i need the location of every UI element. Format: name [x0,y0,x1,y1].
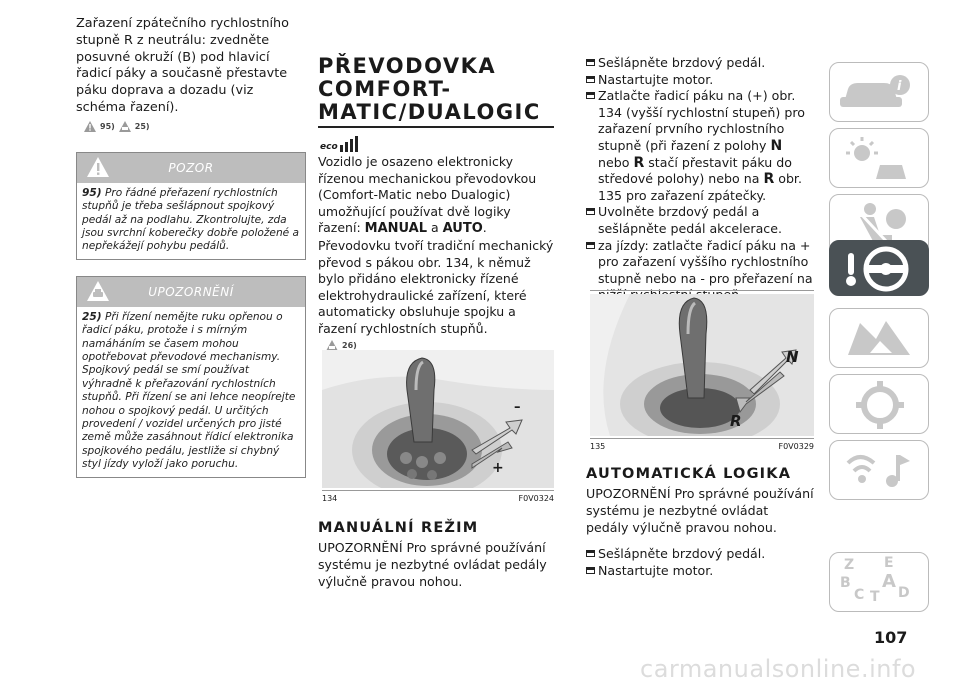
index-letter: Z [844,557,855,573]
list-item [586,204,814,237]
nav-tab-warning-lights[interactable] [829,128,929,188]
car-info-icon [830,63,930,123]
pozor-text: Pro řádné přeřazení rychlostních stupňů je třeba sešlápnout spojkový pedál až na podlahu. Zkontrolujte, zda jsou svrchní koberečky dobře položené a nepřekážejí pohybu pedálů. [82,186,300,253]
middle-column [318,55,554,351]
gearbox-paragraph: Převodovku tvoří tradiční mechanický převod s pákou obr. 134, k němuž bylo přidáno elektronicky řízené elektrohydraulické zařízení, které automaticky obsluhuje spojku a řazení rychlostních stupňů. [318,237,554,336]
ref-95[interactable]: 95) [100,121,115,131]
gear-lever-illustration [590,294,814,436]
figure-minus-label: – [514,400,521,415]
intro-and: a [427,220,443,236]
auto-label: AUTO [442,221,483,237]
list-item-text: Nastartujte motor. [598,562,714,578]
bullet-icon [586,567,595,574]
nav-tab-emergency[interactable] [829,308,929,368]
upozorneni-header [77,277,305,307]
nav-tab-starting-driving[interactable] [829,240,929,296]
index-letters-icon [830,553,928,611]
manual-label: MANUAL [364,221,428,237]
figure-134-rule [322,490,554,491]
warning-triangle-icon [84,121,96,132]
index-letter: D [898,585,910,601]
figure-code: F0V0329 [778,442,814,451]
nav-tab-multimedia[interactable] [829,440,929,500]
manual-section [318,520,554,590]
nav-tab-car-info[interactable] [829,62,929,122]
figure-135 [590,294,814,436]
reference-row [84,121,304,132]
bullet-icon [586,76,595,83]
list-item-text: Sešlápněte brzdový pedál. [598,546,766,561]
intro-text: Vozidlo je osazeno elektronicky řízenou mechanickou převodovkou (Comfort-Matic nebo Dualogic) umožňující používat dvě logiky řazení: [318,154,537,236]
bullet-icon [586,242,595,249]
figure-r-label: R [730,412,742,430]
eco-icon [320,134,554,152]
upozorneni-box [76,276,306,478]
reverse-gear-paragraph: Zařazení zpátečního rychlostního stupně R z neutrálu: zvedněte posuvné okruží (B) pod hlavicí řadicí páky a současně přestavte páku doprava a dozadu (viz schéma řazení). [76,16,289,115]
title-line-3: MATIC/DUALOGIC [318,100,541,124]
intro-paragraph [318,154,554,238]
manual-heading: MANUÁLNÍ REŽIM [318,520,479,536]
pozor-box [76,152,306,260]
steering-wheel-icon [830,241,930,297]
ref-25[interactable]: 25) [134,121,150,131]
automatic-paragraph: UPOZORNĚNÍ Pro správné používání systému je nezbytné ovládat pedály výlučně pravou nohou. [586,486,814,535]
upozorneni-text: Při řízení nemějte ruku opřenou o řadicí páku, protože i s mírným namáháním se časem mohou opotřebovat převodové mechanismy. Spojkový pedál se smí používat výhradně k přeřazování rychlostních stupňů. Při řízení se ani lehce neopírejte nohou o spojkový pedál. U určitých provedení / vozidel určených pro jisté země může zasáhnout řídicí elektronika spojkového pedálu, jestliže si chybný styl jízdy vyloží jako poruchu. [82,310,296,471]
title-line-2: COMFORT- [318,77,452,101]
page-number: 107 [874,628,908,647]
nav-tab-index[interactable] [829,552,929,612]
reverse-label: R [633,154,645,171]
list-item [586,563,814,580]
upozorneni-body [77,307,305,477]
reference-row [326,340,554,351]
right-column [586,55,814,304]
title-rule [318,126,554,128]
emergency-icon [830,309,930,369]
pozor-number: 95) [82,186,102,199]
figure-134 [322,350,554,488]
figure-135-caption [590,442,814,451]
multimedia-icon [830,441,930,501]
bullet-icon [586,92,595,99]
maintenance-icon [830,375,930,435]
pozor-header [77,153,305,183]
car-attention-icon [326,340,338,351]
nav-tab-maintenance[interactable] [829,374,929,434]
bullet-icon [586,59,595,66]
pozor-body [77,183,305,259]
svg-text:i: i [897,79,902,94]
automatic-heading: AUTOMATICKÁ LOGIKA [586,466,792,482]
neutral-label: N [770,137,783,154]
pozor-title: POZOR [168,160,214,175]
list-item-text: Zatlačte řadicí páku na (+) obr. 134 (vyšší rychlostní stupeň) pro zařazení prvního rychlostního stupně (při řazení z polohy N nebo R stačí přestavit páku do středové polohy) nebo na R obr. 135 pro zařazení zpátečky. [598,88,805,203]
index-letter: T [870,589,880,605]
index-letter: A [882,571,896,592]
index-letter: C [854,587,865,603]
ref-26[interactable]: 26) [342,340,357,350]
figure-135-top-rule [590,290,814,291]
section-title [318,55,554,124]
list-item [586,72,814,89]
warning-triangle-icon [87,157,109,177]
figure-number: 135 [590,442,606,451]
figure-134-caption [322,494,554,503]
list-item [586,55,814,72]
automatic-section [586,466,814,579]
figure-number: 134 [322,494,338,503]
list-item-text: za jízdy: zatlačte řadicí páku na + pro zařazení vyššího rychlostního stupně nebo na - pro přeřazení na [598,237,813,286]
eco-bars-icon [339,136,361,152]
bullet-icon [586,208,595,215]
list-item [586,88,814,204]
list-item-text: Sešlápněte brzdový pedál. [598,55,766,70]
figure-code: F0V0324 [518,494,554,503]
list-item-text: Nastartujte motor. [598,71,714,87]
intro-end: . [482,220,487,236]
list-item [586,546,814,563]
gear-lever-illustration [322,350,554,488]
figure-n-label: N [786,348,799,366]
index-letter: E [884,555,894,571]
car-attention-icon [119,121,131,132]
car-attention-icon [87,281,109,301]
warning-lights-icon [830,129,930,189]
title-line-1: PŘEVODOVKA [318,54,497,78]
index-letter: B [840,575,851,591]
upozorneni-number: 25) [82,310,102,323]
reverse-label: R [763,171,775,188]
figure-plus-label: + [492,460,504,476]
bullet-icon [586,550,595,557]
left-column [76,16,304,478]
upozorneni-title: UPOZORNĚNÍ [148,284,234,299]
figure-135-rule [590,438,814,439]
eco-label: eco [320,142,338,152]
list-item-text: Uvolněte brzdový pedál a sešlápněte pedál akcelerace. [598,204,782,236]
watermark: carmanualsonline.info [640,655,917,683]
manual-paragraph: UPOZORNĚNÍ Pro správné používání systému je nezbytné ovládat pedály výlučně pravou nohou. [318,540,547,589]
